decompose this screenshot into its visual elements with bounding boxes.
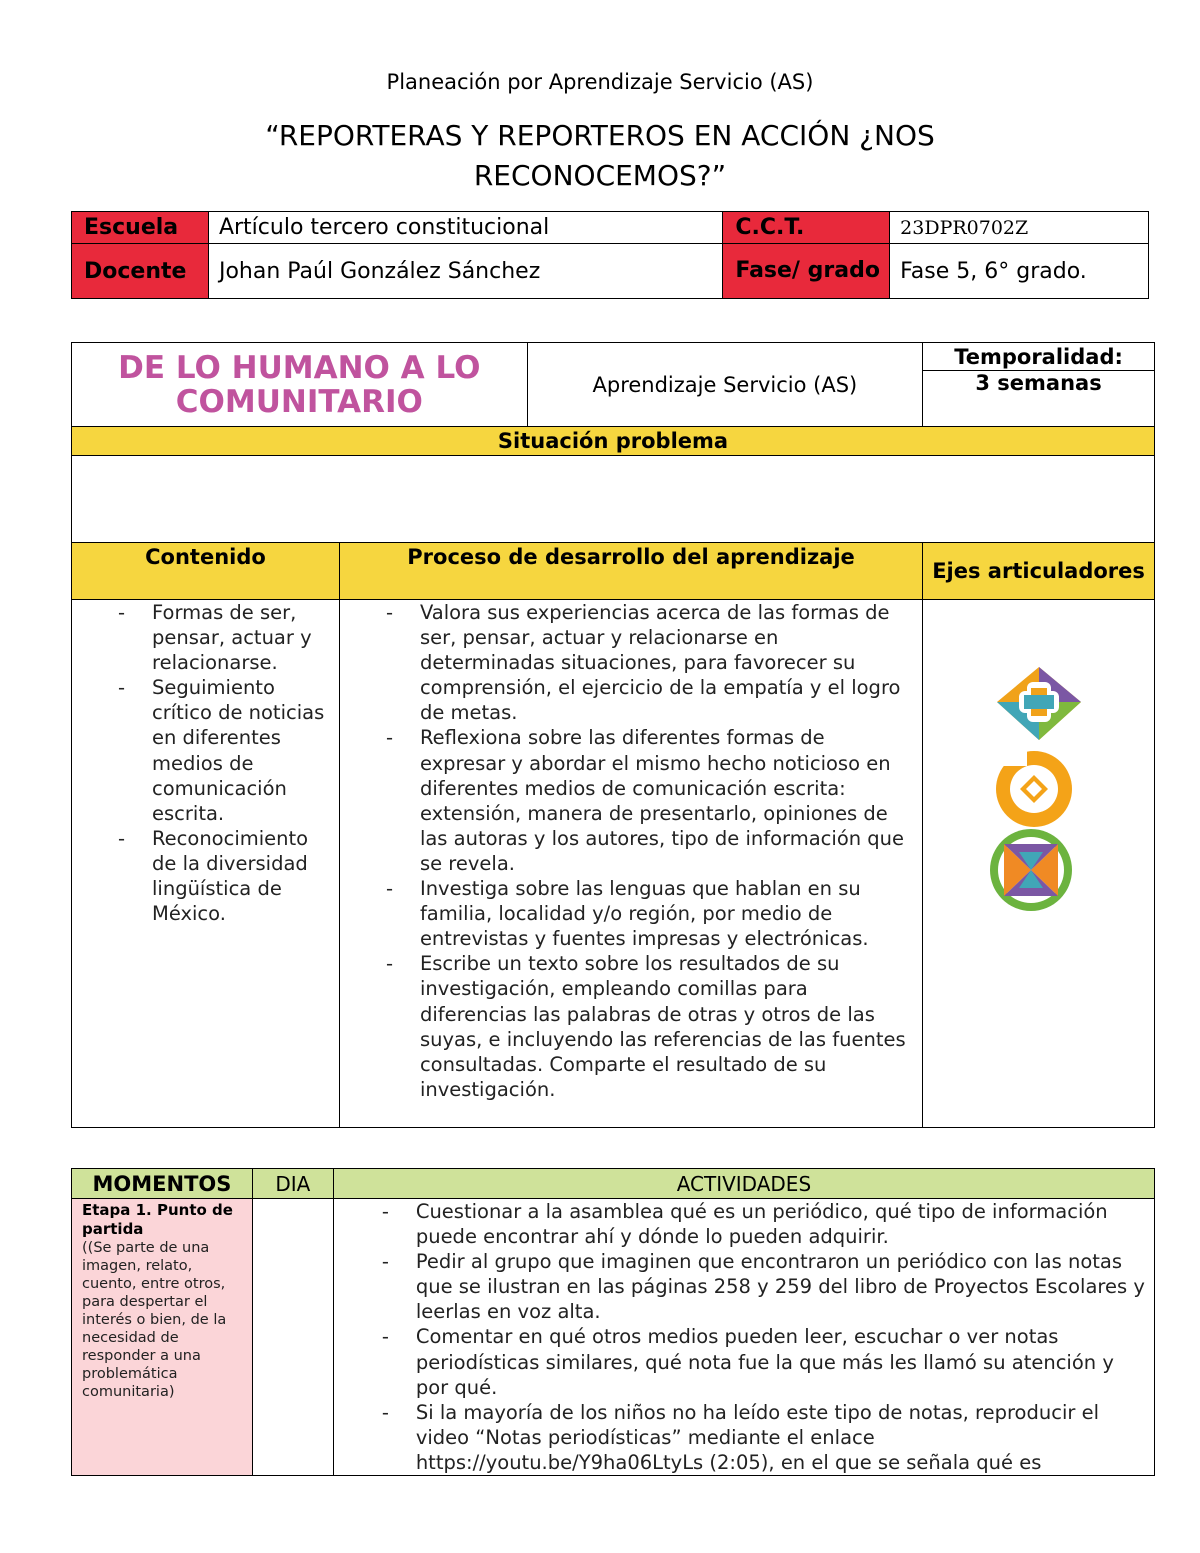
content-item: - Formas de ser, pensar, actuar y relacionarse.	[72, 600, 339, 675]
campo-formativo	[72, 343, 528, 427]
content-header: Contenido	[72, 543, 340, 600]
methodology: Aprendizaje Servicio (AS)	[527, 343, 922, 427]
stage-cell	[72, 1199, 253, 1476]
interculturalidad-axis-icon	[989, 748, 1072, 827]
activities-header: ACTIVIDADES	[333, 1169, 1154, 1199]
info-table	[71, 211, 1149, 299]
process-item: - Investiga sobre las lenguas que hablan en su familia, localidad y/o región, por medio de entrevistas y fuentes impresas y electrónicas.	[340, 876, 922, 951]
process-list	[340, 600, 922, 1102]
school-label: Escuela	[72, 212, 209, 244]
day-cell	[252, 1199, 333, 1476]
activity-item: - Pedir al grupo que imaginen que encontraron un periódico con las notas que se ilustran en las páginas 258 y 259 del libro de Proyectos Escolares y leerlas en voz alta.	[334, 1249, 1154, 1324]
document-title: “REPORTERAS Y REPORTEROS EN ACCIÓN ¿NOS RECONOCEMOS?”	[265, 119, 935, 192]
content-cell	[72, 600, 340, 1128]
stage-description: ((Se parte de una imagen, relato, cuento, entre otros, para despertar el interés o bien, de la necesidad de responder a una problemática comunitaria)	[82, 1240, 227, 1400]
process-item: - Valora sus experiencias acerca de las formas de ser, pensar, actuar y relacionarse en determinadas situaciones, para favorecer su comprensión, el ejercicio de la empatía y el logro de metas.	[340, 600, 922, 725]
phase-value: Fase 5, 6° grado.	[890, 244, 1149, 299]
activity-item: - Comentar en qué otros medios pueden leer, escuchar o ver notas periodísticas similares, qué nota fue la que más les llamó su atención y por qué.	[334, 1324, 1154, 1399]
activities-cell	[333, 1199, 1154, 1476]
activity-item: - Si la mayoría de los niños no ha leído este tipo de notas, reproducir el video “Notas periodísticas” mediante el enlace https://youtu.be/Y9ha06LtyLs (2:05), en el que se señala qué es	[334, 1400, 1154, 1475]
activity-list	[334, 1199, 1154, 1475]
situation-header: Situación problema	[72, 427, 1155, 456]
axes-cell	[923, 600, 1155, 1128]
plan-table	[71, 342, 1155, 1128]
temporality-value: 3 semanas	[923, 371, 1155, 427]
cct-value: 23DPR0702Z	[890, 212, 1149, 244]
moments-header: MOMENTOS	[72, 1169, 253, 1199]
document-subtitle: Planeación por Aprendizaje Servicio (AS)	[386, 70, 814, 94]
temporality-label: Temporalidad:	[923, 343, 1155, 371]
inclusion-axis-icon	[997, 667, 1081, 740]
axes-icons	[989, 662, 1089, 912]
content-list	[72, 600, 339, 926]
school-value: Artículo tercero constitucional	[208, 212, 722, 244]
teacher-label: Docente	[72, 244, 209, 299]
process-cell	[339, 600, 922, 1128]
phase-label: Fase/ grado	[723, 244, 890, 299]
situation-body	[72, 456, 1155, 543]
activity-item: - Cuestionar a la asamblea qué es un periódico, qué tipo de información puede encontrar ahí y dónde lo pueden adquirir.	[334, 1199, 1154, 1249]
stage-title: Etapa 1. Punto de partida	[82, 1201, 233, 1238]
teacher-value: Johan Paúl González Sánchez	[208, 244, 722, 299]
axes-header: Ejes articuladores	[923, 543, 1155, 600]
process-item: - Reflexiona sobre las diferentes formas de expresar y abordar el mismo hecho noticioso en diferentes medios de comunicación escrita: extensión, manera de presentarlo, opiniones de las autoras y los autores, tipo de información que se revela.	[340, 725, 922, 876]
cct-label: C.C.T.	[723, 212, 890, 244]
content-item: - Seguimiento crítico de noticias en diferentes medios de comunicación escrita.	[72, 675, 339, 826]
process-item: - Escribe un texto sobre los resultados de su investigación, empleando comillas para diferencias las palabras de otras y otros de las suyas, e incluyendo las referencias de las fuentes consultadas. Comparte el resultado de su investigación.	[340, 951, 922, 1102]
campo-text: DE LO HUMANO A LO COMUNITARIO	[118, 349, 481, 420]
day-header: DIA	[252, 1169, 333, 1199]
igualdad-genero-axis-icon	[990, 829, 1072, 911]
activities-table	[71, 1168, 1155, 1476]
process-header: Proceso de desarrollo del aprendizaje	[339, 543, 922, 600]
content-item: - Reconocimiento de la diversidad lingüística de México.	[72, 826, 339, 926]
